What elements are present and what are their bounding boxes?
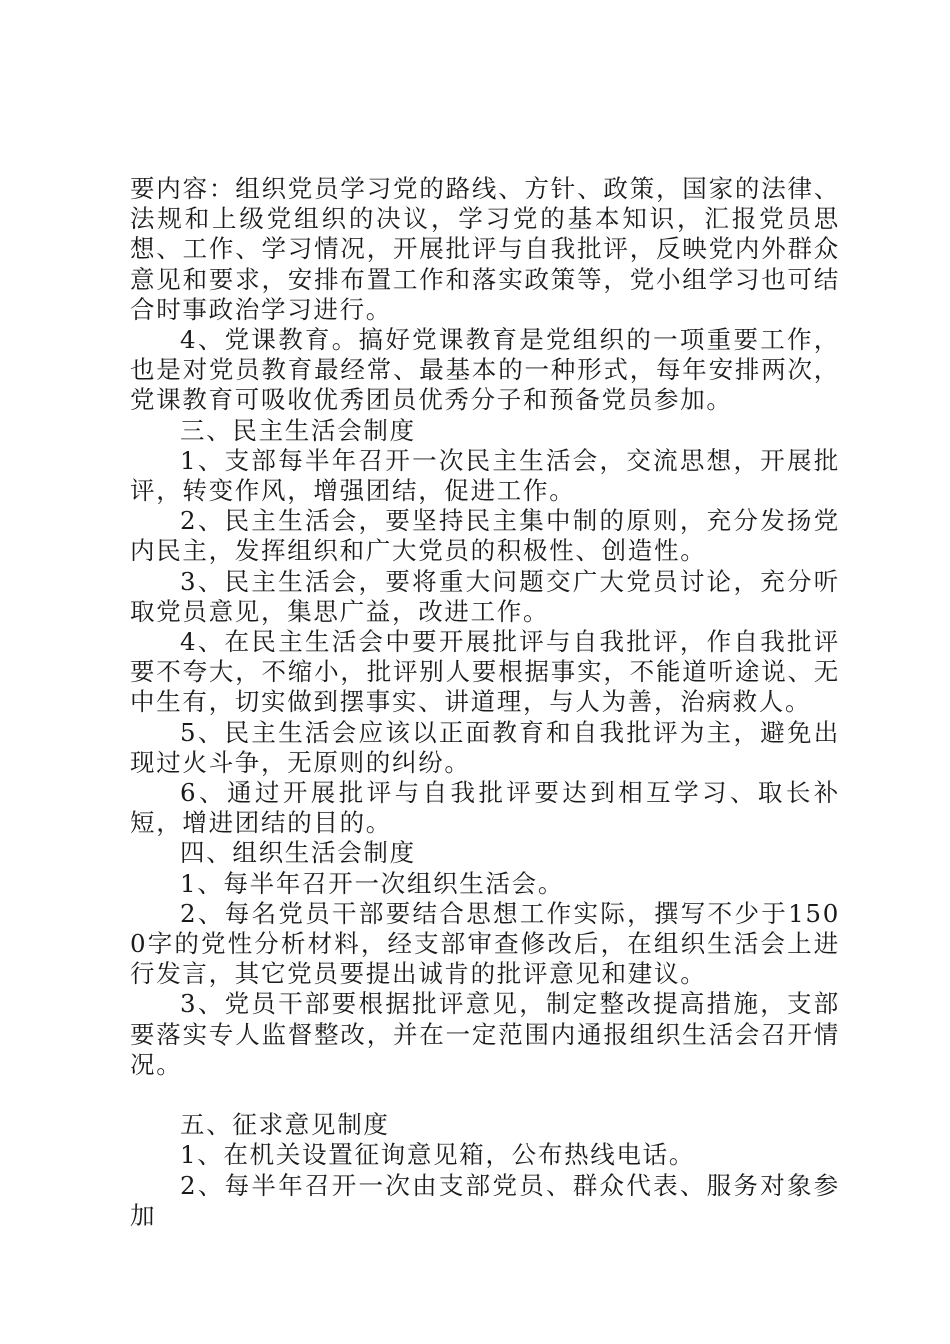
paragraph-democratic-2: 2、民主生活会，要坚持民主集中制的原则，充分发扬党内民主，发挥组织和广大党员的积极性、创造性。 <box>130 506 840 566</box>
paragraph-democratic-1: 1、支部每半年召开一次民主生活会，交流思想，开展批评，转变作风，增强团结，促进工作。 <box>130 445 840 506</box>
blank-line <box>130 1080 840 1110</box>
paragraph-organization-1: 1、每半年召开一次组织生活会。 <box>180 868 565 898</box>
paragraph-organization-3: 3、党员干部要根据批评意见，制定整改提高措施，支部要落实专人监督整改，并在一定范围内通报组织生活会召开情况。 <box>130 989 840 1079</box>
heading-organization-life-meeting: 四、组织生活会制度 <box>180 838 416 868</box>
heading-democratic-life-meeting: 三、民主生活会制度 <box>180 415 416 445</box>
document-body <box>130 174 840 1231</box>
heading-opinion-solicitation: 五、征求意见制度 <box>180 1110 390 1140</box>
paragraph-democratic-5: 5、民主生活会应该以正面教育和自我批评为主，避免出现过火斗争，无原则的纠纷。 <box>130 717 840 777</box>
paragraph-democratic-6: 6、通过开展批评与自我批评要达到相互学习、取长补短，增进团结的目的。 <box>130 778 840 838</box>
paragraph-democratic-4: 4、在民主生活会中要开展批评与自我批评，作自我批评要不夸大，不缩小，批评别人要根据事实，不能道听途说、无中生有，切实做到摆事实、讲道理，与人为善，治病救人。 <box>130 627 840 717</box>
paragraph-party-lecture: 4、党课教育。搞好党课教育是党组织的一项重要工作，也是对党员教育最经常、最基本的一种形式，每年安排两次，党课教育可吸收优秀团员优秀分子和预备党员参加。 <box>130 325 840 415</box>
paragraph-party-group-content: 要内容：组织党员学习党的路线、方针、政策，国家的法律、法规和上级党组织的决议，学习党的基本知识，汇报党员思想、工作、学习情况，开展批评与自我批评，反映党内外群众意见和要求，安排布置工作和落实政策等，党小组学习也可结合时事政治学习进行。 <box>130 174 840 324</box>
paragraph-opinion-1: 1、在机关设置征询意见箱，公布热线电话。 <box>180 1140 696 1170</box>
paragraph-organization-2: 2、每名党员干部要结合思想工作实际，撰写不少于1500字的党性分析材料，经支部审查修改后，在组织生活会上进行发言，其它党员要提出诚肯的批评意见和建议。 <box>130 898 840 989</box>
paragraph-opinion-2: 2、每半年召开一次由支部党员、群众代表、服务对象参加 <box>130 1170 840 1230</box>
paragraph-democratic-3: 3、民主生活会，要将重大问题交广大党员讨论，充分听取党员意见，集思广益，改进工作。 <box>130 566 840 626</box>
